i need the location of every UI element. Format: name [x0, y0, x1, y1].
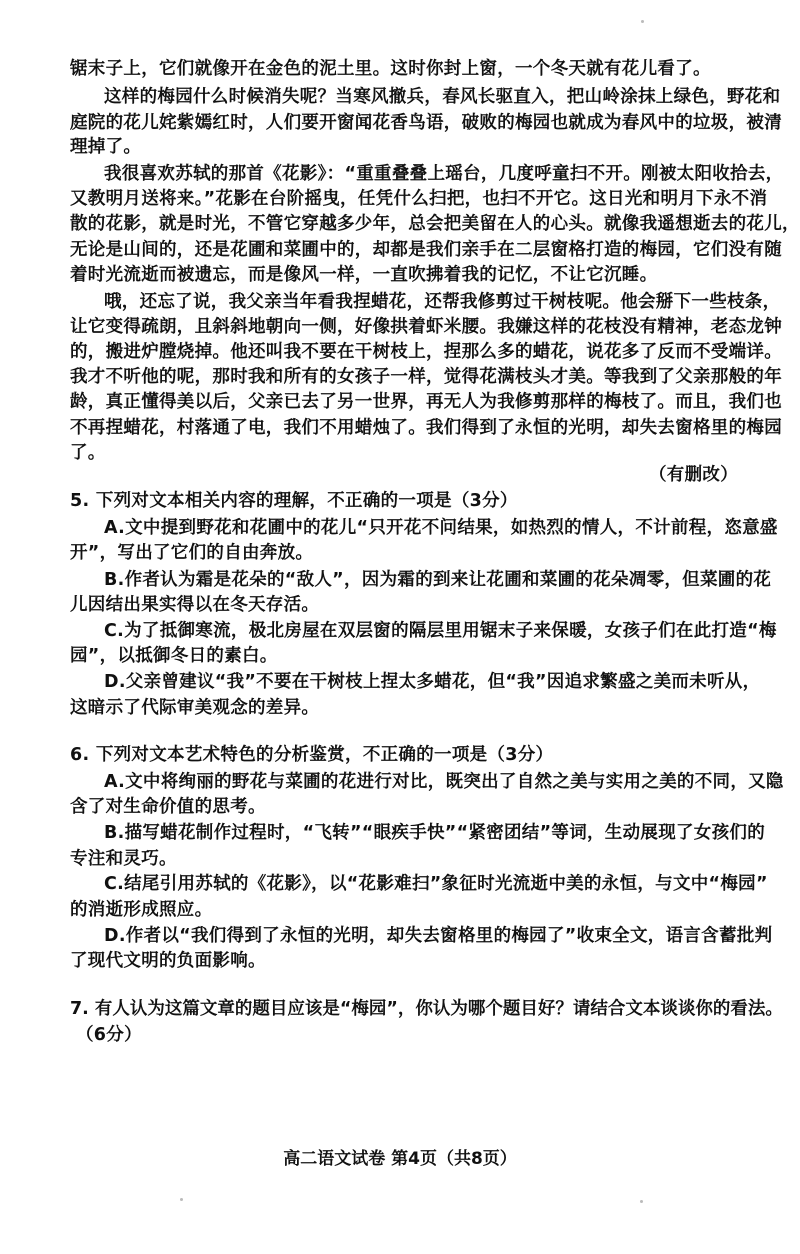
abridged-note: （有删改）: [649, 465, 738, 485]
q6-option-b-cont: 专注和灵巧。: [70, 849, 177, 869]
scan-speck: [641, 20, 644, 23]
question-7-stem: 7. 有人认为这篇文章的题目应该是“梅园”，你认为哪个题目好？请结合文本谈谈你的看法。: [70, 999, 783, 1019]
q6-option-a-cont: 含了对生命价值的思考。: [70, 797, 266, 817]
passage-line: 又教明月送将来。”花影在台阶摇曳，任凭什么扫把，也扫不开它。这日光和明月下永不消: [70, 189, 768, 209]
passage-line: 庭院的花儿姹紫嫣红时，人们要开窗闻花香鸟语，破败的梅园也就成为春风中的垃圾，被清: [70, 113, 782, 133]
q5-option-a: A.文中提到野花和花圃中的花儿“只开花不问结果，如热烈的情人，不计前程，恣意盛: [104, 518, 778, 538]
passage-line: 让它变得疏朗，且斜斜地朝向一侧，好像拱着虾米腰。我嫌这样的花枝没有精神，老态龙钟: [70, 317, 782, 337]
q5-option-a-cont: 开”，写出了它们的自由奔放。: [70, 543, 314, 563]
q6-option-a: A.文中将绚丽的野花与菜圃的花进行对比，既突出了自然之美与实用之美的不同，又隐: [104, 772, 784, 792]
q5-option-d: D.父亲曾建议“我”不要在干树枝上捏太多蜡花，但“我”因追求繁盛之美而未听从，: [104, 672, 761, 692]
passage-line: 不再捏蜡花，村落通了电，我们不用蜡烛了。我们得到了永恒的光明，却失去窗格里的梅园: [70, 418, 782, 438]
page-footer: 高二语文试卷 第4页（共8页）: [283, 1149, 517, 1169]
passage-line: 散的花影，就是时光，不管它穿越多少年，总会把美留在人的心头。就像我遥想逝去的花儿，: [70, 214, 800, 234]
q6-option-c: C.结尾引用苏轼的《花影》，以“花影难扫”象征时光流逝中美的永恒，与文中“梅园”: [104, 874, 768, 894]
passage-line: 的，搬进炉膛烧掉。他还叫我不要在干树枝上，捏那么多的蜡花，说花多了反而不受端详。: [70, 342, 782, 362]
scan-speck: [640, 1200, 643, 1203]
q5-option-d-cont: 这暗示了代际审美观念的差异。: [70, 698, 320, 718]
passage-line: 着时光流逝而被遗忘，而是像风一样，一直吹拂着我的记忆，不让它沉睡。: [70, 265, 658, 285]
passage-line: 这样的梅园什么时候消失呢？当寒风撤兵，春风长驱直入，把山岭涂抹上绿色，野花和: [104, 87, 781, 107]
q6-option-d-cont: 了现代文明的负面影响。: [70, 951, 266, 971]
q5-option-b-cont: 儿因结出果实得以在冬天存活。: [70, 595, 320, 615]
q6-option-d: D.作者以“我们得到了永恒的光明，却失去窗格里的梅园了”收束全文，语言含蓄批判: [104, 926, 773, 946]
question-6-stem: 6. 下列对文本艺术特色的分析鉴赏，不正确的一项是（3分）: [70, 745, 554, 765]
passage-line: 我才不听他的呢，那时我和所有的女孩子一样，觉得花满枝头才美。等我到了父亲那般的年: [70, 367, 782, 387]
passage-line: 龄，真正懂得美以后，父亲已去了另一世界，再无人为我修剪那样的梅枝了。而且，我们也: [70, 392, 782, 412]
passage-line: 哦，还忘了说，我父亲当年看我捏蜡花，还帮我修剪过干树枝呢。他会掰下一些枝条，: [104, 292, 781, 312]
q6-option-c-cont: 的消逝形成照应。: [70, 900, 213, 920]
passage-line: 了。: [70, 443, 106, 463]
q5-option-b: B.作者认为霜是花朵的“敌人”，因为霜的到来让花圃和菜圃的花朵凋零，但菜圃的花: [104, 570, 772, 590]
question-7-points: （6分）: [76, 1025, 142, 1045]
q5-option-c-cont: 园”，以抵御冬日的素白。: [70, 646, 278, 666]
passage-line: 理掉了。: [70, 137, 142, 157]
passage-line: 锯末子上，它们就像开在金色的泥土里。这时你封上窗，一个冬天就有花儿看了。: [70, 59, 711, 79]
passage-line: 我很喜欢苏轼的那首《花影》：“重重叠叠上瑶台，几度呼童扫不开。刚被太阳收拾去，: [104, 164, 784, 184]
passage-line: 无论是山间的，还是花圃和菜圃中的，却都是我们亲手在二层窗格打造的梅园，它们没有随: [70, 240, 782, 260]
q5-option-c: C.为了抵御寒流，极北房屋在双层窗的隔层里用锯末子来保暖，女孩子们在此打造“梅: [104, 621, 777, 641]
q6-option-b: B.描写蜡花制作过程时，“飞转”“眼疾手快”“紧密团结”等词，生动展现了女孩们的: [104, 823, 765, 843]
question-5-stem: 5. 下列对文本相关内容的理解，不正确的一项是（3分）: [70, 491, 518, 511]
scan-speck: [180, 1198, 183, 1201]
